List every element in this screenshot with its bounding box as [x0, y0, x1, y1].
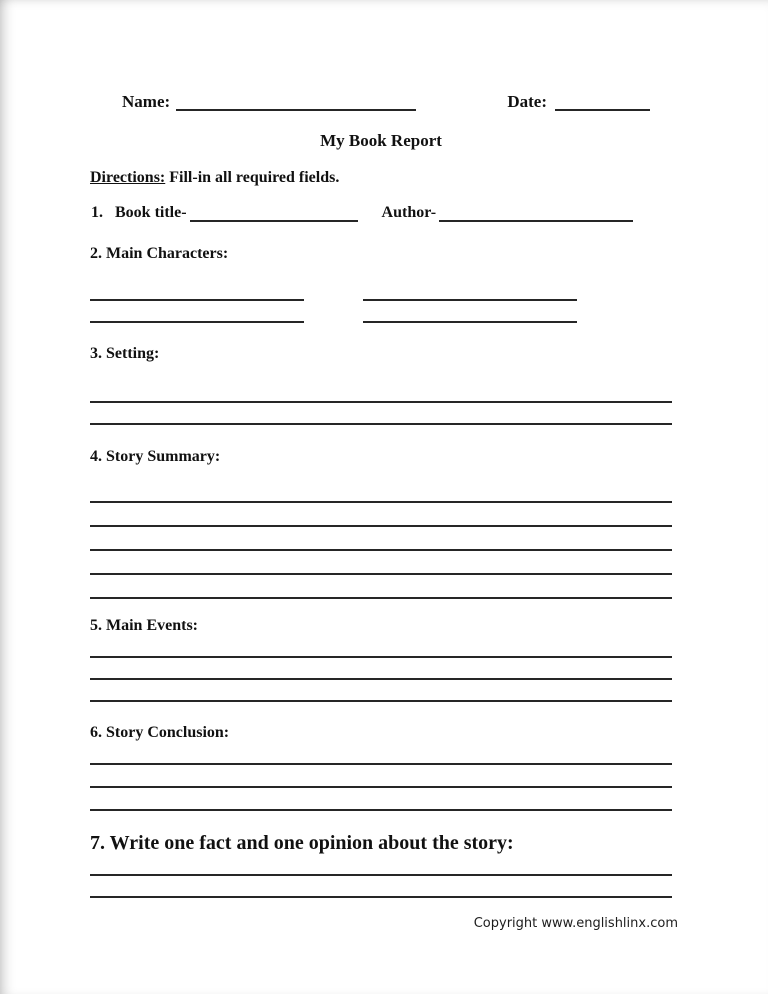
name-label: Name:	[122, 92, 171, 111]
main-characters-blanks	[90, 279, 672, 323]
writing-line	[363, 301, 577, 323]
directions-text: Fill-in all required fields.	[169, 169, 340, 186]
worksheet-title: My Book Report	[320, 131, 442, 150]
main-characters-heading: 2. Main Characters:	[90, 245, 229, 262]
story-conclusion-blanks	[90, 742, 672, 811]
author-blank-field	[439, 204, 633, 222]
writing-line	[90, 301, 304, 323]
writing-line	[90, 403, 672, 425]
question-1-row	[90, 204, 672, 222]
writing-line	[90, 876, 672, 898]
writing-line	[90, 575, 672, 599]
writing-line	[90, 527, 672, 551]
story-summary-blanks	[90, 479, 672, 599]
directions-line	[90, 169, 672, 187]
main-events-heading: 5. Main Events:	[90, 617, 198, 634]
writing-line	[90, 636, 672, 658]
writing-line	[363, 279, 577, 301]
book-title-label: Book title-	[115, 204, 187, 221]
book-title-blank-field	[190, 204, 358, 222]
writing-line	[90, 551, 672, 575]
date-blank-field	[555, 93, 650, 111]
author-label: Author-	[381, 204, 437, 221]
writing-line	[90, 381, 672, 403]
writing-line	[90, 854, 672, 876]
name-blank-field	[176, 93, 416, 111]
fact-opinion-heading: 7. Write one fact and one opinion about the story:	[90, 832, 514, 854]
question-1-number: 1.	[91, 204, 103, 221]
main-events-blanks	[90, 636, 672, 702]
writing-line	[90, 680, 672, 702]
story-conclusion-heading: 6. Story Conclusion:	[90, 724, 230, 741]
name-date-row	[122, 92, 650, 111]
setting-heading: 3. Setting:	[90, 345, 160, 362]
setting-blanks	[90, 381, 672, 425]
story-summary-heading: 4. Story Summary:	[90, 448, 221, 465]
writing-line	[90, 658, 672, 680]
writing-line	[90, 279, 304, 301]
writing-line	[90, 503, 672, 527]
copyright-text: Copyright www.englishlinx.com	[473, 916, 678, 931]
writing-line	[90, 479, 672, 503]
writing-line	[90, 742, 672, 765]
date-label: Date:	[507, 92, 547, 111]
main-characters-column-right	[363, 279, 577, 323]
fact-opinion-blanks	[90, 854, 672, 898]
main-characters-column-left	[90, 279, 304, 323]
writing-line	[90, 788, 672, 811]
directions-label: Directions:	[90, 169, 166, 186]
writing-line	[90, 765, 672, 788]
